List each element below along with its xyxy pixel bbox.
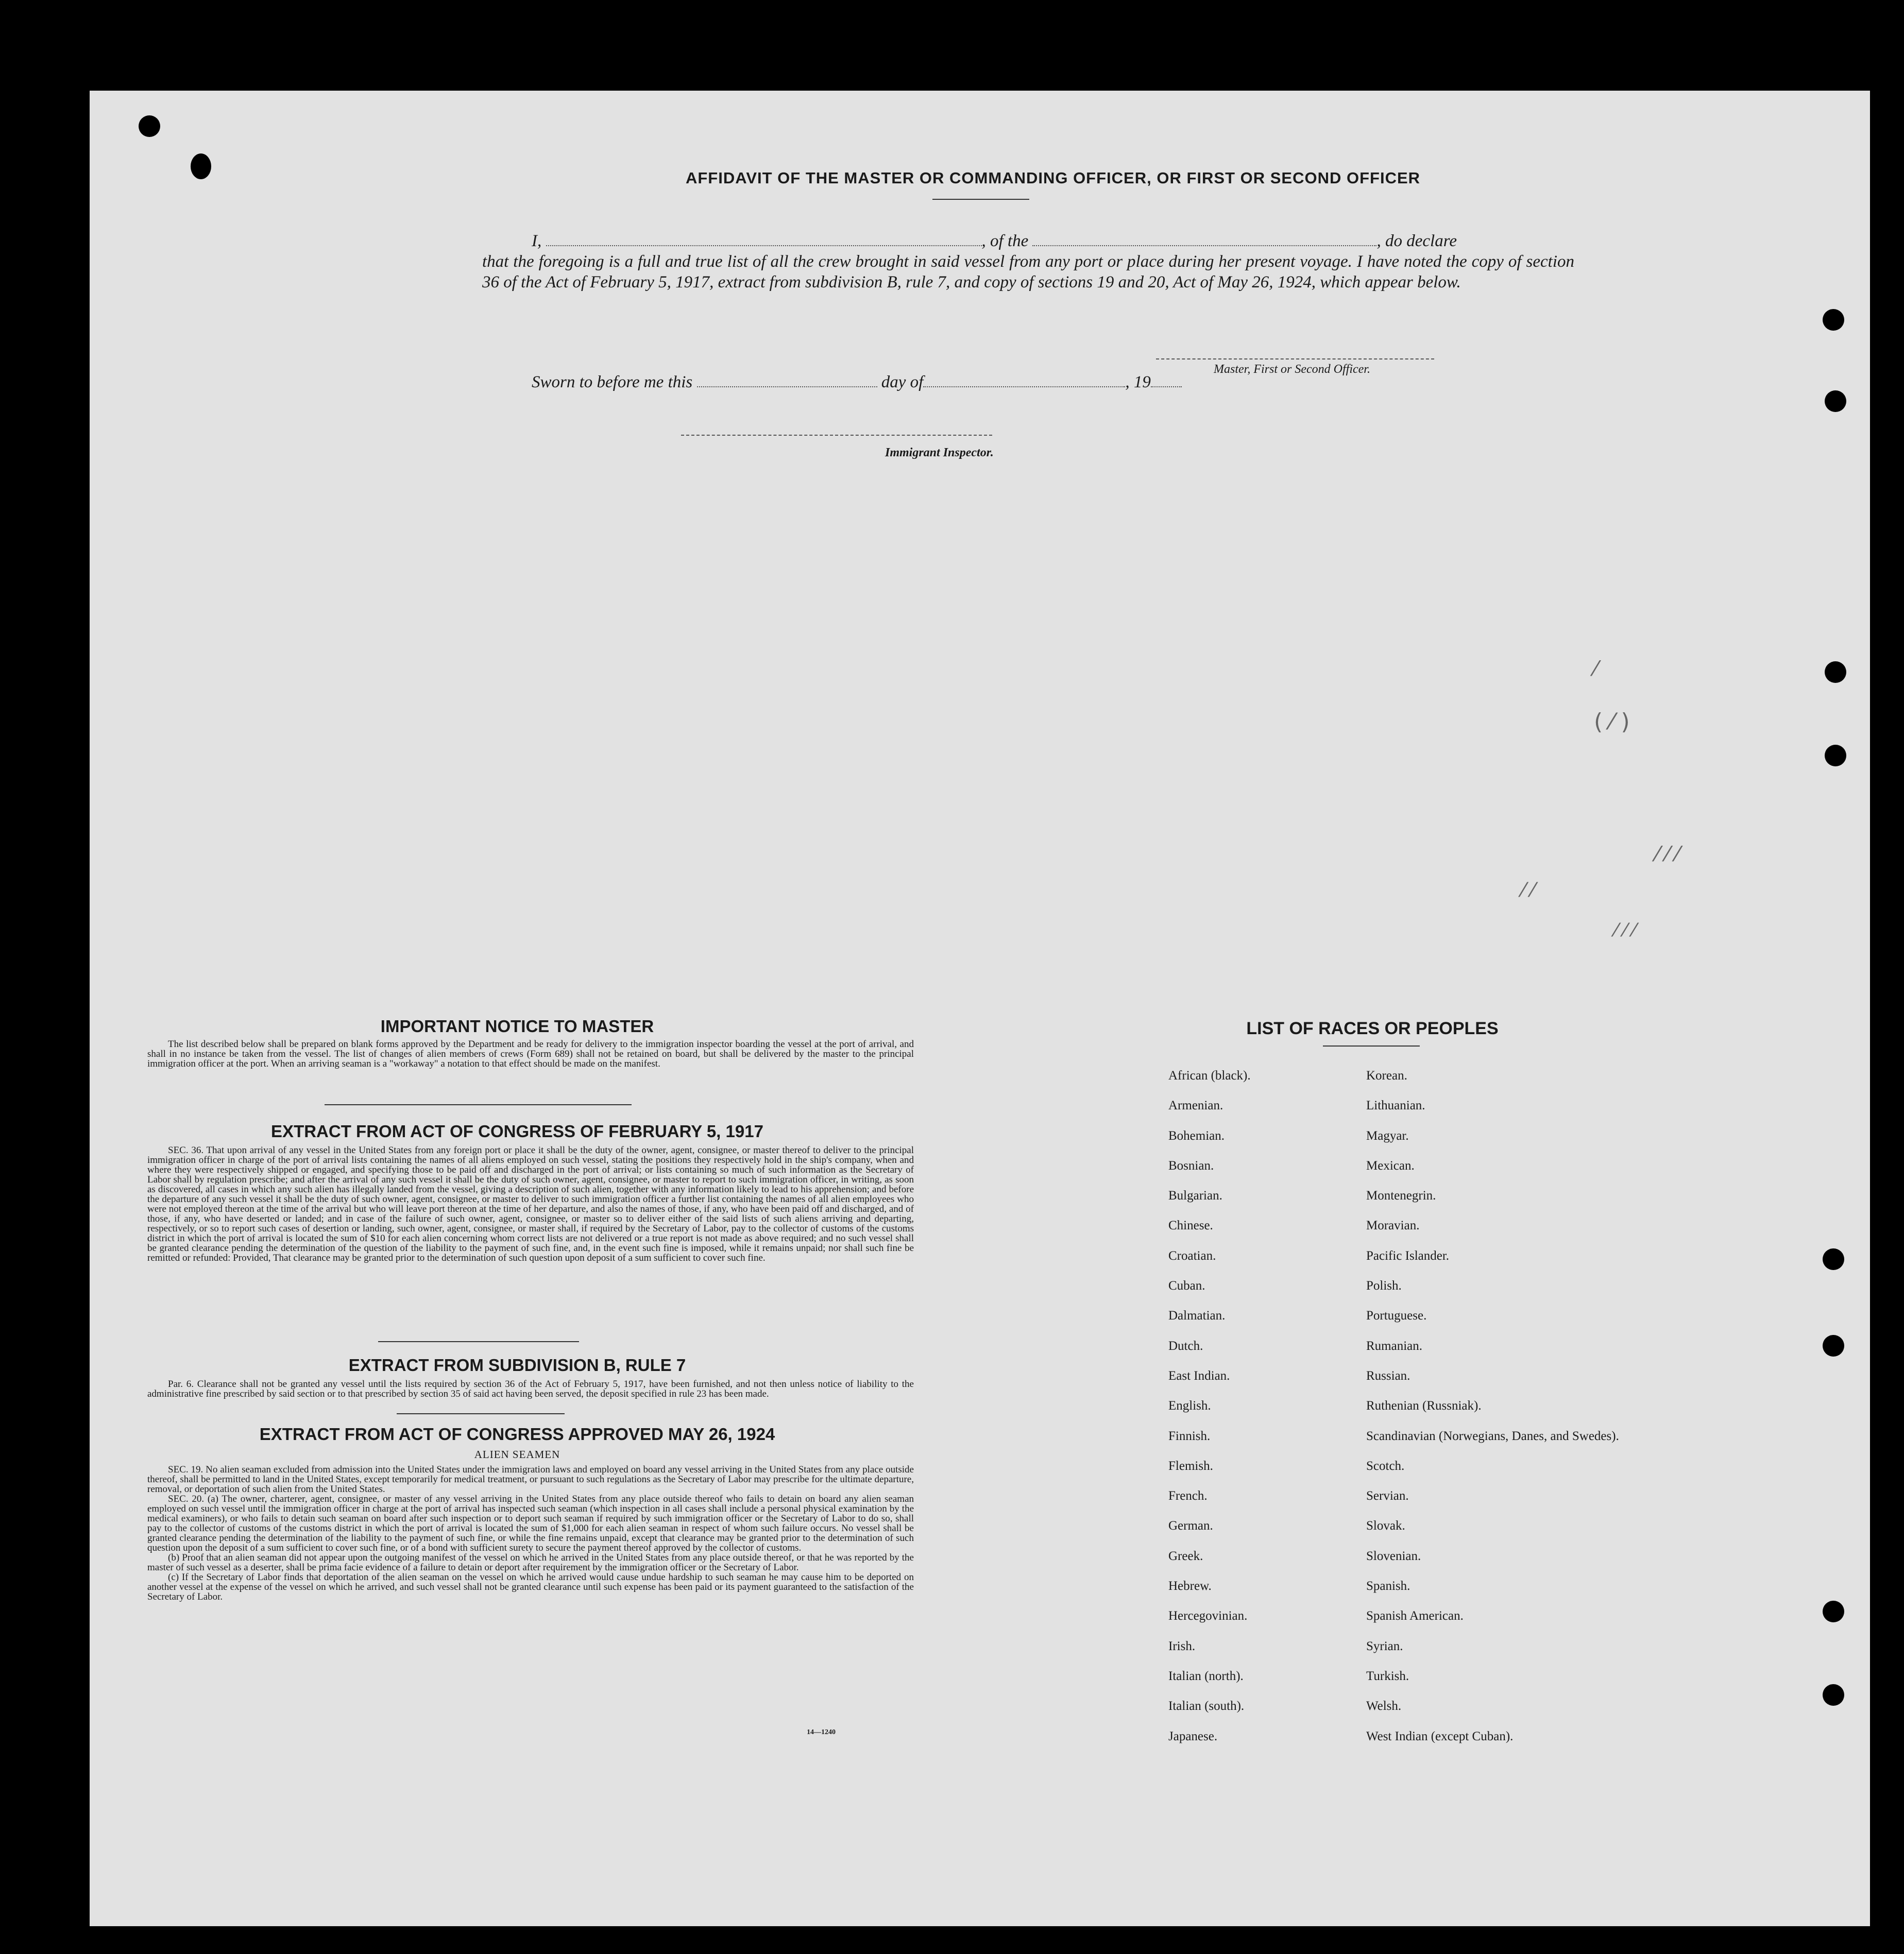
races-left-column <box>1168 1068 1251 1759</box>
pencil-mark: ⁄ ⁄ <box>1522 879 1535 901</box>
master-signature-line[interactable] <box>1156 358 1434 359</box>
pencil-mark: ⁄ ⁄ ⁄ <box>1656 843 1679 866</box>
notice-paragraph: The list described below shall be prepared on blank forms approved by the Department and be ready for delivery to the immigration inspector boarding the vessel at the port of arrival, and shall in no instance be taken from the vessel. The list of changes of alien members of crews (Form 689) shall not be retained on board, but shall be delivered by the master to the principal immigration officer at the port. When an arriving seaman is a "workaway" a notation to that effect should be made on the manifest. <box>147 1039 914 1069</box>
vessel-name-field[interactable] <box>1032 245 1376 246</box>
race-item: Scotch. <box>1366 1459 1405 1473</box>
race-item: Italian (south). <box>1168 1699 1245 1713</box>
race-item: Armenian. <box>1168 1099 1223 1113</box>
race-item: Magyar. <box>1366 1128 1409 1143</box>
extract-1924-subtitle: ALIEN SEAMEN <box>474 1448 560 1461</box>
pencil-mark: ⁄ <box>1594 657 1597 681</box>
race-item: African (black). <box>1168 1069 1251 1083</box>
binder-hole <box>1823 309 1844 331</box>
race-item: Cuban. <box>1168 1279 1205 1293</box>
race-item: Dutch. <box>1168 1339 1203 1353</box>
extract-rule7-body <box>147 1379 914 1399</box>
extract-rule7-title: EXTRACT FROM SUBDIVISION B, RULE 7 <box>348 1356 686 1375</box>
race-item: French. <box>1168 1489 1208 1503</box>
races-right-column <box>1366 1068 1619 1759</box>
sworn-month-field[interactable] <box>923 386 1125 387</box>
race-item: Irish. <box>1168 1639 1196 1653</box>
section-divider <box>397 1413 565 1414</box>
extract-1917-title: EXTRACT FROM ACT OF CONGRESS OF FEBRUARY 5, 1917 <box>271 1122 763 1141</box>
race-item: East Indian. <box>1168 1368 1230 1383</box>
inspector-signature-line[interactable] <box>681 435 992 436</box>
section-divider <box>378 1341 579 1342</box>
races-divider <box>1323 1045 1420 1047</box>
race-item: Russian. <box>1366 1368 1410 1383</box>
race-item: Dalmatian. <box>1168 1309 1226 1323</box>
race-item: Lithuanian. <box>1366 1099 1425 1113</box>
sec20a-paragraph: SEC. 20. (a) The owner, charterer, agent, consignee, or master of any vessel arriving in the United States from any place outside thereof who fails to detain on board any alien seaman employed on such vessel until the immigration officer in charge at the port of arrival has inspected such seaman (which inspection in all cases shall include a personal physical examination by the medical examiners), or who fails to detain such seaman on board after such inspection or to deport such seaman if required by such immigration officer or the Secretary of Labor to do so, shall pay to the collector of customs of the customs district in which the port of arrival is located the sum of $1,000 for each alien seaman in respect of whom such failure occurs. No vessel shall be granted clearance pending the determination of the liability to the payment of such fine, or while the fine remains unpaid, except that clearance may be granted prior to the determination of such question upon the deposit of a sum sufficient to cover such fine, or of a bond with sufficient surety to secure the payment thereof approved by the collector of customs. <box>147 1494 914 1553</box>
sworn-line <box>532 373 1182 392</box>
affidavit-paragraph: that the foregoing is a full and true list of all the crew brought in said vessel from any port or place during her present voyage. I have noted the copy of section 36 of the Act of February 5, 1917, extract from subdivision B, rule 7, and copy of sections 19 and 20, Act of May 26, 1924, which appear below. <box>482 252 1574 292</box>
pencil-mark: ⁄ ⁄ ⁄ <box>1614 920 1636 941</box>
affidavit-i: I, <box>532 232 542 250</box>
affidavit-declare: , do declare <box>1376 232 1457 250</box>
notice-body <box>147 1039 914 1069</box>
race-item: Pacific Islander. <box>1366 1248 1450 1263</box>
pencil-mark: ( ⁄ ) <box>1594 709 1630 735</box>
race-item: Montenegrin. <box>1366 1189 1436 1203</box>
form-number: 14—1240 <box>807 1728 836 1736</box>
race-item: Finnish. <box>1168 1429 1211 1443</box>
race-item: Moravian. <box>1366 1219 1420 1233</box>
sworn-year-prefix: , 19 <box>1125 373 1151 391</box>
race-item: Bulgarian. <box>1168 1189 1222 1203</box>
race-item: Mexican. <box>1366 1158 1415 1173</box>
binder-hole <box>1825 745 1846 766</box>
race-item: Bosnian. <box>1168 1158 1214 1173</box>
race-item: Spanish American. <box>1366 1609 1464 1623</box>
binder-hole <box>1823 1248 1844 1270</box>
race-item: German. <box>1168 1519 1213 1533</box>
race-item: Portuguese. <box>1366 1309 1427 1323</box>
race-item: Scandinavian (Norwegians, Danes, and Swedes). <box>1366 1429 1619 1443</box>
race-item: Greek. <box>1168 1549 1203 1563</box>
extract-1924-title: EXTRACT FROM ACT OF CONGRESS APPROVED MAY 26, 1924 <box>259 1425 775 1444</box>
races-title: LIST OF RACES OR PEOPLES <box>1246 1019 1499 1038</box>
race-item: Korean. <box>1366 1069 1407 1083</box>
race-item: Polish. <box>1366 1279 1402 1293</box>
notice-title: IMPORTANT NOTICE TO MASTER <box>380 1017 654 1036</box>
extract-1917-body <box>147 1145 914 1263</box>
binder-hole <box>1823 1684 1844 1706</box>
race-item: Bohemian. <box>1168 1128 1225 1143</box>
sec36-paragraph: SEC. 36. That upon arrival of any vessel in the United States from any foreign port or place it shall be the duty of the owner, agent, consignee, or master thereof to deliver to the principal immigration officer in charge of the port of arrival lists containing the names of all aliens employed on such vessel, stating the positions they respectively hold in the ship's company, when and where they were respectively shipped or engaged, and specifying those to be paid off and discharged in the port of arrival; or lists containing so much of such information as the Secretary of Labor shall by regulation prescribe; and after the arrival of any such vessel it shall be the duty of such owner, agent, consignee, or master to report to such immigration officer, in writing, as soon as discovered, all cases in which any such alien has illegally landed from the vessel, giving a description of such alien, together with any information likely to lead to his apprehension; and before the departure of any such vessel it shall be the duty of such owner, agent, consignee, or master to deliver to such immigration officer a further list containing the names of all alien employees who were not employed thereon at the time of the arrival but who will leave port thereon at the time of her departure, and also the names of those, if any, who have been paid off and discharged, and of those, if any, who have deserted or landed; and in case of the failure of such owner, agent, consignee, or master so to deliver either of the said lists of such aliens arriving and departing, respectively, or so to report such cases of desertion or landing, such owner, agent, consignee, or master shall, if required by the Secretary of Labor, pay to the collector of customs of the customs district in which the port of arrival is located the sum of $10 for each alien concerning whom correct lists are not delivered or a true report is not made as above required; and no such vessel shall be granted clearance pending the determination of the question of the liability to the payment of such fine, and, in the event such fine is imposed, while it remains unpaid; nor shall such fine be remitted or refunded: Provided, That clearance may be granted prior to the determination of such question upon deposit of a sum sufficient to cover such fine. <box>147 1145 914 1263</box>
race-item: English. <box>1168 1399 1211 1413</box>
race-item: Flemish. <box>1168 1459 1213 1473</box>
inspector-label: Immigrant Inspector. <box>885 446 994 459</box>
sworn-prefix: Sworn to before me this <box>532 373 693 391</box>
race-item: Italian (north). <box>1168 1669 1244 1683</box>
form-page <box>90 91 1870 1926</box>
binder-hole <box>1825 390 1846 412</box>
binder-hole <box>1825 661 1846 683</box>
extract-1924-body <box>147 1465 914 1602</box>
affidavit-title: AFFIDAVIT OF THE MASTER OR COMMANDING OFFICER, OR FIRST OR SECOND OFFICER <box>685 169 1421 187</box>
par6-paragraph: Par. 6. Clearance shall not be granted any vessel until the lists required by section 36 of the Act of February 5, 1917, have been furnished, and not then unless notice of liability to the administrative fine prescribed by said section or to that prescribed by section 35 of said act having been served, the deposit specified in rule 23 has been made. <box>147 1379 914 1399</box>
binder-hole <box>1823 1601 1844 1622</box>
race-item: Spanish. <box>1366 1579 1410 1593</box>
binder-hole <box>139 115 160 137</box>
race-item: West Indian (except Cuban). <box>1366 1729 1514 1743</box>
race-item: Turkish. <box>1366 1669 1409 1683</box>
race-item: Chinese. <box>1168 1219 1213 1233</box>
master-signature-label: Master, First or Second Officer. <box>1214 363 1370 376</box>
race-item: Rumanian. <box>1366 1339 1423 1353</box>
race-item: Croatian. <box>1168 1248 1216 1263</box>
race-item: Ruthenian (Russniak). <box>1366 1399 1482 1413</box>
sworn-year-field[interactable] <box>1151 386 1182 387</box>
race-item: Hercegovinian. <box>1168 1609 1248 1623</box>
section-divider <box>325 1104 632 1105</box>
sec19-paragraph: SEC. 19. No alien seaman excluded from admission into the United States under the immigration laws and employed on board any vessel arriving in the United States from any place outside thereof, shall be permitted to land in the United States, except temporarily for medical treatment, or pursuant to such regulations as the Secretary of Labor may prescribe for the ultimate departure, removal, or deportation of such alien from the United States. <box>147 1464 914 1495</box>
sec20c-paragraph: (c) If the Secretary of Labor finds that deportation of the alien seaman on the vessel on which he arrived would cause undue hardship to such seaman he may cause him to be deported on another vessel at the expense of the vessel on which he arrived, and such vessel shall not be granted clearance until such expense has been paid or its payment guaranteed to the satisfaction of the Secretary of Labor. <box>147 1572 914 1602</box>
race-item: Japanese. <box>1168 1729 1218 1743</box>
race-item: Slovak. <box>1366 1519 1405 1533</box>
affidavit-of-the: , of the <box>981 232 1029 250</box>
race-item: Syrian. <box>1366 1639 1403 1653</box>
officer-name-field[interactable] <box>546 245 982 246</box>
sworn-day-field[interactable] <box>697 386 877 387</box>
race-item: Slovenian. <box>1366 1549 1421 1563</box>
race-item: Welsh. <box>1366 1699 1402 1713</box>
affidavit-statement <box>482 231 1574 293</box>
title-divider <box>932 199 1029 200</box>
binder-hole <box>191 153 211 179</box>
binder-hole <box>1823 1335 1844 1357</box>
race-item: Hebrew. <box>1168 1579 1212 1593</box>
sec20b-paragraph: (b) Proof that an alien seaman did not appear upon the outgoing manifest of the vessel on which he arrived in the United States from any place outside thereof, or that he was reported by the master of such vessel as a deserter, shall be prima facie evidence of a failure to detain or deport after requirement by the immigration officer or the Secretary of Labor. <box>147 1552 914 1573</box>
race-item: Servian. <box>1366 1489 1409 1503</box>
sworn-day-of: day of <box>881 373 924 391</box>
